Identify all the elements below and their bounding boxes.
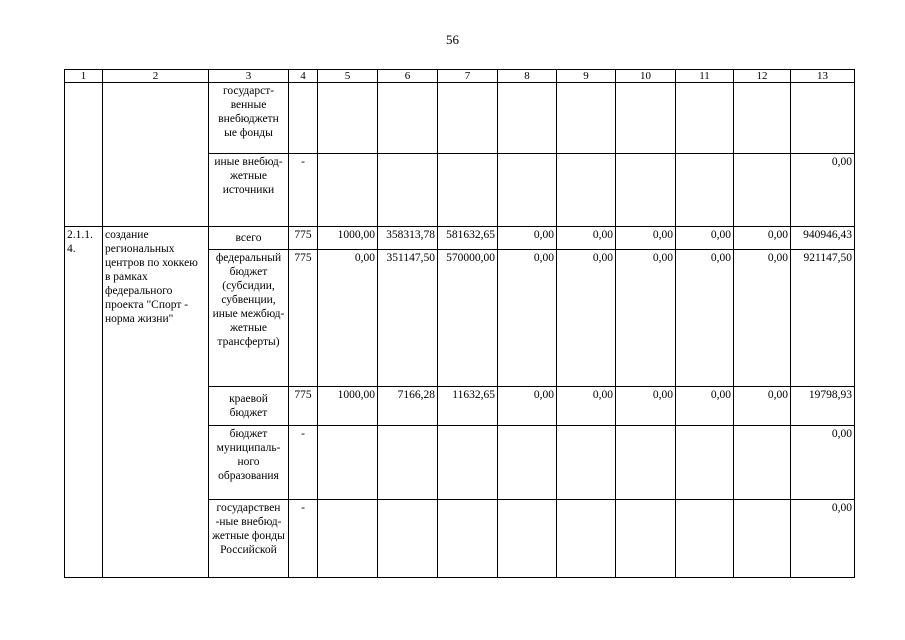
value-cell: 940946,43 [791, 227, 855, 250]
value-cell: 0,00 [498, 387, 557, 426]
page-number: 56 [446, 32, 459, 47]
value-cell: 0,00 [676, 250, 734, 387]
value-cell: 0,00 [318, 250, 378, 387]
header-cell: 2 [103, 70, 209, 83]
value-cell: 775 [289, 227, 318, 250]
header-cell: 12 [734, 70, 791, 83]
total-cell: 0,00 [791, 154, 855, 227]
value-cell: 11632,65 [438, 387, 498, 426]
value-cell: 0,00 [498, 227, 557, 250]
value-cell: 0,00 [616, 250, 676, 387]
empty-cell [65, 83, 103, 227]
col4-cell: - [289, 500, 318, 578]
source-cell: краевой бюджет [209, 387, 289, 426]
value-cell: 0,00 [734, 227, 791, 250]
source-cell: бюджет муниципаль-ного образования [209, 426, 289, 500]
item-code: 2.1.1.4. [65, 227, 103, 578]
value-cell: 1000,00 [318, 227, 378, 250]
header-cell: 7 [438, 70, 498, 83]
header-cell: 5 [318, 70, 378, 83]
value-cell: 581632,65 [438, 227, 498, 250]
value-cell: 0,00 [498, 250, 557, 387]
value-cell: 0,00 [557, 227, 616, 250]
source-cell: государствен -ные внебюд-жетные фонды Российской [209, 500, 289, 578]
value-cell: 0,00 [557, 250, 616, 387]
total-cell [791, 83, 855, 154]
value-cell: 775 [289, 250, 318, 387]
source-cell: иные внебюд-жетные источники [209, 154, 289, 227]
budget-table [64, 69, 855, 578]
col4-cell: - [289, 154, 318, 227]
header-cell: 9 [557, 70, 616, 83]
source-cell: федеральный бюджет (субсидии, субвенции, иные межбюд-жетные трансферты) [209, 250, 289, 387]
source-cell: государст-венные внебюджетн ые фонды [209, 83, 289, 154]
empty-cell [103, 83, 209, 227]
total-cell: 0,00 [791, 500, 855, 578]
header-cell: 4 [289, 70, 318, 83]
header-row [65, 70, 855, 83]
value-cell: 0,00 [734, 250, 791, 387]
header-cell: 8 [498, 70, 557, 83]
value-cell: 1000,00 [318, 387, 378, 426]
value-cell: 0,00 [557, 387, 616, 426]
source-cell: всего [209, 227, 289, 250]
value-cell: 0,00 [676, 227, 734, 250]
value-cell: 0,00 [616, 227, 676, 250]
value-cell: 7166,28 [378, 387, 438, 426]
total-cell: 0,00 [791, 426, 855, 500]
value-cell: 0,00 [616, 387, 676, 426]
item-name: создание региональных центров по хоккею в рамках федерального проекта "Спорт - норма жизни" [103, 227, 209, 578]
value-cell: 19798,93 [791, 387, 855, 426]
table-row [65, 227, 855, 250]
header-cell: 13 [791, 70, 855, 83]
value-cell: 0,00 [734, 387, 791, 426]
value-cell: 921147,50 [791, 250, 855, 387]
table-row [65, 83, 855, 154]
header-cell: 1 [65, 70, 103, 83]
header-cell: 6 [378, 70, 438, 83]
header-cell: 3 [209, 70, 289, 83]
value-cell: 351147,50 [378, 250, 438, 387]
value-cell: 0,00 [676, 387, 734, 426]
value-cell: 570000,00 [438, 250, 498, 387]
header-cell: 11 [676, 70, 734, 83]
col4-cell: - [289, 426, 318, 500]
header-cell: 10 [616, 70, 676, 83]
col4-cell [289, 83, 318, 154]
value-cell: 775 [289, 387, 318, 426]
value-cell: 358313,78 [378, 227, 438, 250]
